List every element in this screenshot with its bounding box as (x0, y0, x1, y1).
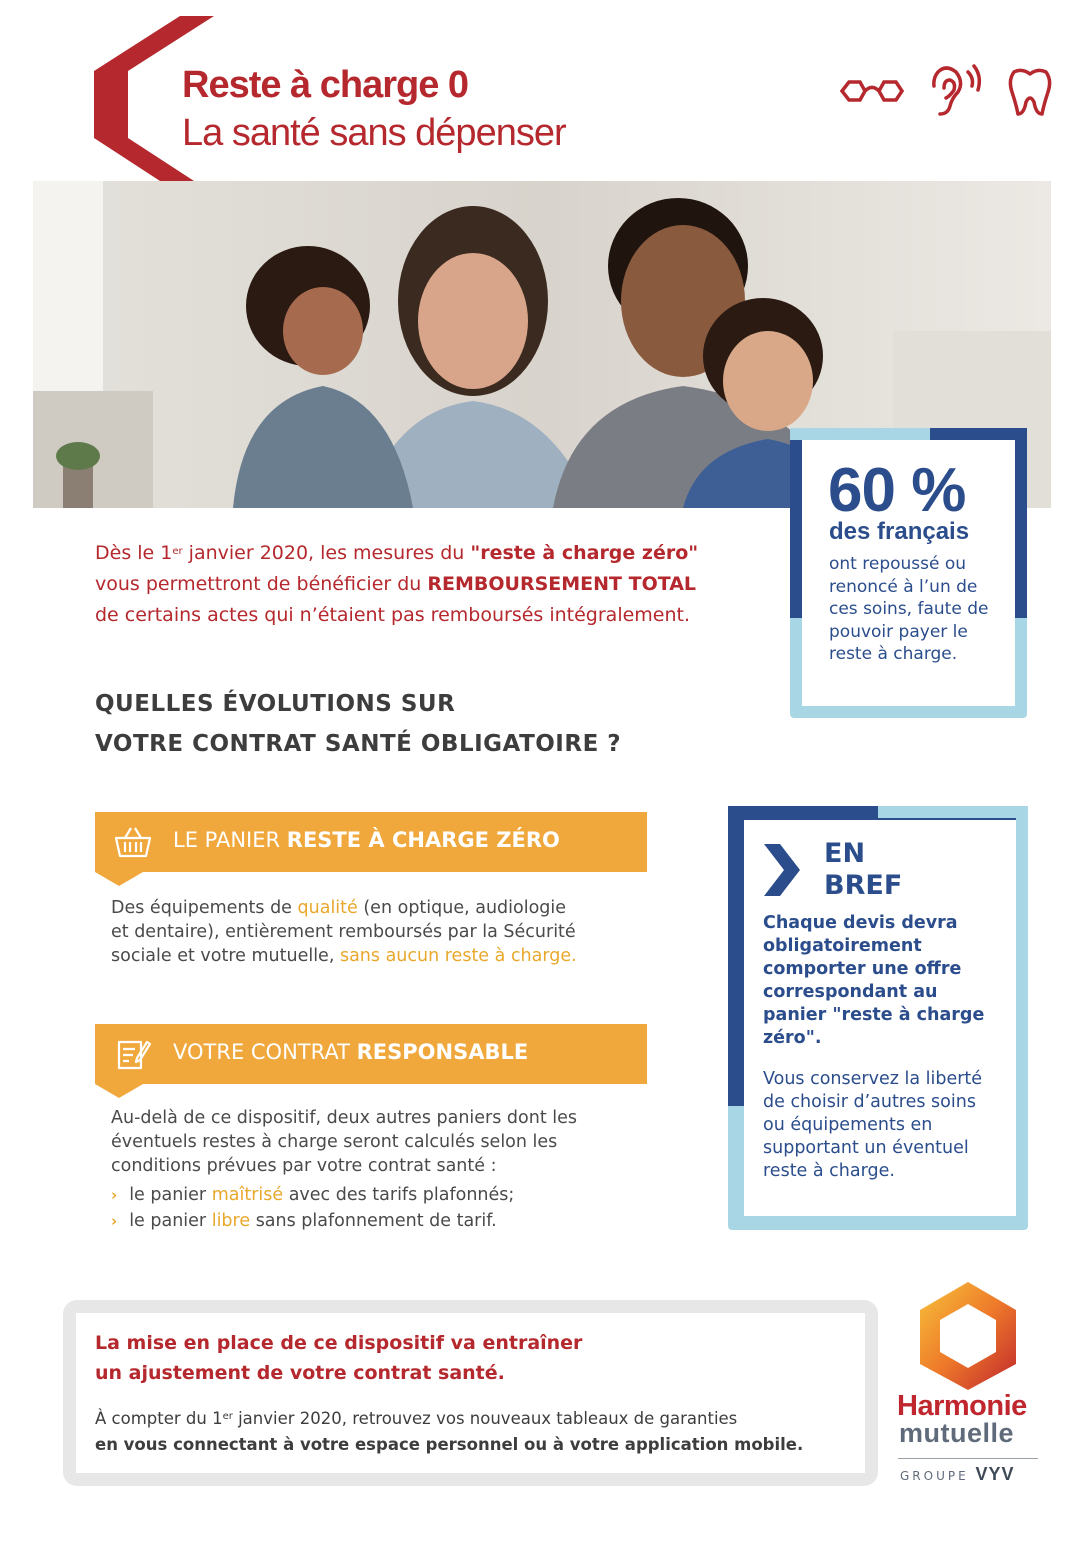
en-bref-highlight: Chaque devis devra obligatoirement comporter une offre correspondant au panier "reste à charge zéro". (763, 913, 985, 1048)
bottom-text-bold: en vous connectant à votre espace personnel ou à votre application mobile. (95, 1435, 804, 1454)
tooth-icon (1010, 70, 1049, 114)
harmonie-logo-hexagon (916, 1280, 1020, 1392)
intro-paragraph: Dès le 1er janvier 2020, les mesures du "reste à charge zéro" vous permettront de bénéficier du REMBOURSEMENT TOTAL de certains actes qui n’étaient pas remboursés intégralement. (95, 542, 699, 626)
contrat-bullets (111, 1182, 651, 1234)
page-title: Reste à charge 0 (182, 64, 469, 106)
ear-icon (934, 66, 980, 114)
section-question: QUELLES ÉVOLUTIONS SUR VOTRE CONTRAT SANTÉ OBLIGATOIRE ? (95, 691, 622, 757)
stat-value: 60 % (828, 456, 966, 525)
contract-icon (113, 1036, 153, 1072)
bottom-headline: La mise en place de ce dispositif va entraîner un ajustement de votre contrat santé. (95, 1332, 583, 1384)
list-item: › le panier maîtrisé avec des tarifs plafonnés; (111, 1185, 515, 1205)
basket-icon (113, 824, 153, 860)
care-icons (836, 62, 1058, 118)
glasses-icon (842, 82, 902, 100)
list-item: › le panier libre sans plafonnement de tarif. (111, 1211, 497, 1231)
page-subtitle: La santé sans dépenser (182, 112, 566, 154)
panier-header-bar: LE PANIER RESTE À CHARGE ZÉRO (95, 812, 647, 872)
logo-divider (898, 1458, 1038, 1459)
logo-groupe: GROUPE VYV (900, 1464, 1015, 1484)
chevron-right-icon: › (111, 1186, 118, 1204)
chevron-right-icon: › (111, 1212, 118, 1230)
stat-label: des français (829, 518, 970, 545)
panier-description: Des équipements de qualité (en optique, audiologie et dentaire), entièrement remboursés par la Sécurité sociale et votre mutuelle, sans aucun reste à charge. (111, 898, 577, 966)
contrat-description: Au-delà de ce dispositif, deux autres paniers dont les éventuels restes à charge seront calculés selon les conditions prévues par votre contrat santé : (111, 1108, 578, 1176)
logo-name-harmonie: Harmonie (897, 1390, 1027, 1422)
contrat-header-bar: VOTRE CONTRAT RESPONSABLE (95, 1024, 647, 1084)
logo-name-mutuelle: mutuelle (899, 1418, 1015, 1448)
en-bref-text: Vous conservez la liberté de choisir d’autres soins ou équipements en supportant un éventuel reste à charge. (763, 1069, 983, 1181)
en-bref-title: EN BREF (824, 838, 903, 901)
bottom-text: À compter du 1er janvier 2020, retrouvez vos nouveaux tableaux de garanties (95, 1409, 738, 1428)
stat-text: ont repoussé ou renoncé à l’un de ces soins, faute de pouvoir payer le reste à charge. (829, 554, 989, 664)
